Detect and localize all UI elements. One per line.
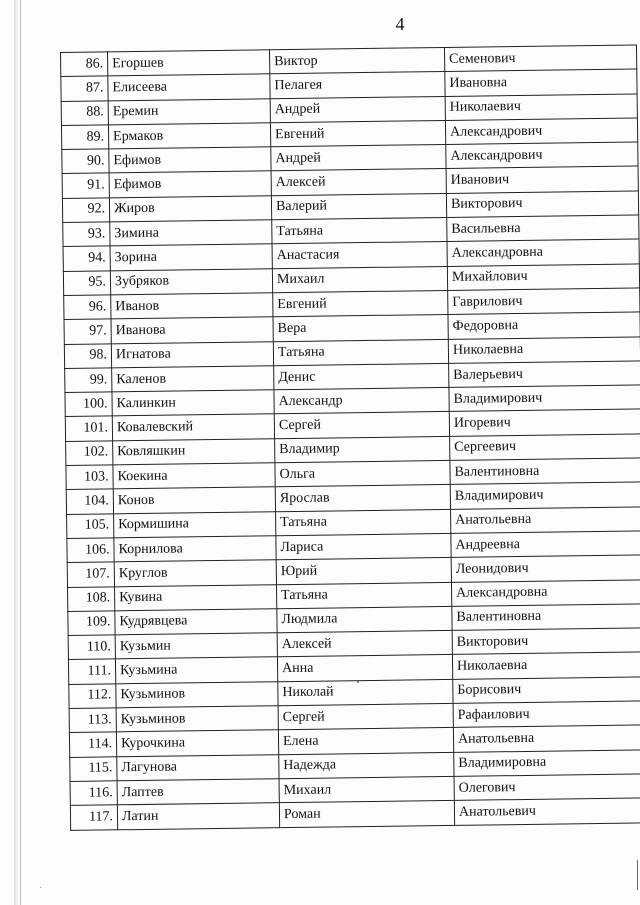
patronymic-cell: Валентиновна (452, 604, 640, 631)
first-name-cell: Анастасия (272, 242, 447, 269)
row-number: 95. (63, 271, 110, 296)
patronymic-cell: Николаевна (448, 336, 640, 363)
row-number: 88. (61, 100, 108, 125)
row-number: 91. (62, 173, 109, 198)
patronymic-cell: Владимирович (450, 482, 640, 509)
roster-table-body (61, 45, 640, 830)
patronymic-cell: Леонидович (451, 555, 640, 582)
patronymic-cell: Федоровна (448, 312, 640, 339)
patronymic-cell: Александрович (446, 142, 638, 169)
last-name-cell: Ермаков (108, 123, 270, 149)
last-name-cell: Игнатова (111, 341, 273, 367)
row-number: 106. (67, 538, 114, 563)
row-number: 87. (61, 76, 108, 101)
last-name-cell: Ефимов (109, 147, 271, 173)
last-name-cell: Кузьминов (116, 681, 278, 707)
row-number: 92. (62, 198, 109, 223)
patronymic-cell: Иванович (446, 166, 638, 193)
patronymic-cell: Васильевна (447, 215, 639, 242)
row-number: 116. (70, 781, 117, 806)
first-name-cell: Андрей (271, 145, 446, 172)
patronymic-cell: Александровна (447, 239, 639, 266)
patronymic-cell: Борисович (453, 677, 640, 704)
last-name-cell: Еремин (108, 98, 270, 124)
row-number: 100. (65, 392, 112, 417)
row-number: 110. (68, 635, 115, 660)
first-name-cell: Татьяна (273, 339, 448, 366)
roster-table (60, 44, 640, 830)
last-name-cell: Лаптев (117, 779, 279, 805)
first-name-cell: Валерий (271, 193, 446, 220)
first-name-cell: Денис (274, 363, 449, 390)
patronymic-cell: Валерьевич (449, 361, 640, 388)
first-name-cell: Татьяна (276, 509, 451, 536)
last-name-cell: Жиров (109, 196, 271, 222)
last-name-cell: Елисеева (108, 74, 270, 100)
patronymic-cell: Семенович (444, 45, 636, 72)
scan-edge-mark (637, 860, 638, 890)
row-number: 105. (67, 513, 114, 538)
first-name-cell: Ольга (275, 460, 450, 487)
last-name-cell: Ефимов (109, 171, 271, 197)
row-number: 86. (61, 52, 108, 77)
row-number: 94. (63, 246, 110, 271)
scan-speck (40, 887, 41, 888)
row-number: 98. (64, 343, 111, 368)
last-name-cell: Кормишина (114, 511, 276, 537)
first-name-cell: Людмила (277, 606, 452, 633)
first-name-cell: Евгений (270, 120, 445, 147)
patronymic-cell: Михайлович (447, 264, 639, 291)
scan-edge-line (20, 0, 21, 905)
row-number: 111. (68, 659, 115, 684)
first-name-cell: Михаил (279, 776, 454, 803)
row-number: 90. (62, 149, 109, 174)
last-name-cell: Латин (117, 803, 279, 829)
row-number: 114. (69, 732, 116, 757)
last-name-cell: Конов (113, 487, 275, 513)
patronymic-cell: Сергеевич (450, 434, 640, 461)
first-name-cell: Надежда (279, 752, 454, 779)
last-name-cell: Ковляшкин (113, 438, 275, 464)
row-number: 115. (70, 756, 117, 781)
row-number: 89. (61, 125, 108, 150)
first-name-cell: Татьяна (272, 218, 447, 245)
last-name-cell: Курочкина (116, 730, 278, 756)
page-number: 4 (395, 14, 405, 34)
patronymic-cell: Викторович (446, 191, 638, 218)
first-name-cell: Сергей (274, 412, 449, 439)
first-name-cell: Михаил (272, 266, 447, 293)
last-name-cell: Иванова (111, 317, 273, 343)
patronymic-cell: Андреевна (451, 531, 640, 558)
last-name-cell: Кузьминов (116, 706, 278, 732)
patronymic-cell: Ивановна (445, 69, 637, 96)
scan-speck (357, 681, 359, 683)
last-name-cell: Каленов (112, 366, 274, 392)
first-name-cell: Пелагея (270, 72, 445, 99)
last-name-cell: Кувина (114, 584, 276, 610)
last-name-cell: Лагунова (117, 754, 279, 780)
row-number: 93. (63, 222, 110, 247)
last-name-cell: Кудрявцева (115, 609, 277, 635)
patronymic-cell: Гаврилович (448, 288, 640, 315)
patronymic-cell: Александровна (451, 579, 640, 606)
first-name-cell: Лариса (276, 533, 451, 560)
row-number: 103. (66, 465, 113, 490)
row-number: 107. (67, 562, 114, 587)
patronymic-cell: Николаевна (452, 652, 640, 679)
patronymic-cell: Викторович (452, 628, 640, 655)
patronymic-cell: Олегович (454, 774, 640, 801)
patronymic-cell: Анатольевна (451, 507, 640, 534)
patronymic-cell: Игоревич (449, 409, 640, 436)
first-name-cell: Алексей (277, 631, 452, 658)
row-number: 112. (69, 684, 116, 709)
first-name-cell: Алексей (271, 169, 446, 196)
last-name-cell: Зимина (110, 220, 272, 246)
patronymic-cell: Александрович (445, 118, 637, 145)
last-name-cell: Кузьмина (115, 657, 277, 683)
last-name-cell: Иванов (111, 293, 273, 319)
last-name-cell: Ковалевский (112, 414, 274, 440)
last-name-cell: Калинкин (112, 390, 274, 416)
row-number: 108. (68, 586, 115, 611)
patronymic-cell: Валентиновна (450, 458, 640, 485)
row-number: 109. (68, 611, 115, 636)
last-name-cell: Зубряков (110, 268, 272, 294)
first-name-cell: Евгений (273, 290, 448, 317)
patronymic-cell: Владимировна (454, 750, 640, 777)
first-name-cell: Николай (278, 679, 453, 706)
first-name-cell: Александр (274, 388, 449, 415)
row-number: 96. (64, 295, 111, 320)
last-name-cell: Егоршев (108, 50, 270, 76)
last-name-cell: Круглов (114, 560, 276, 586)
first-name-cell: Сергей (278, 703, 453, 730)
first-name-cell: Виктор (269, 47, 444, 74)
last-name-cell: Кузьмин (115, 633, 277, 659)
first-name-cell: Андрей (270, 96, 445, 123)
first-name-cell: Юрий (276, 558, 451, 585)
row-number: 113. (69, 708, 116, 733)
patronymic-cell: Анатольевна (453, 725, 640, 752)
last-name-cell: Зорина (110, 244, 272, 270)
first-name-cell: Вера (273, 315, 448, 342)
row-number: 117. (70, 805, 117, 830)
patronymic-cell: Владимирович (449, 385, 640, 412)
patronymic-cell: Николаевич (445, 94, 637, 121)
roster-table-wrapper (60, 45, 610, 831)
row-number: 102. (66, 441, 113, 466)
row-number: 97. (64, 319, 111, 344)
first-name-cell: Татьяна (276, 582, 451, 609)
row-number: 99. (65, 368, 112, 393)
first-name-cell: Владимир (275, 436, 450, 463)
first-name-cell: Роман (279, 801, 454, 828)
first-name-cell: Елена (278, 728, 453, 755)
first-name-cell: Ярослав (275, 485, 450, 512)
last-name-cell: Коекина (113, 463, 275, 489)
first-name-cell: Анна (277, 655, 452, 682)
patronymic-cell: Анатольевич (454, 798, 640, 825)
patronymic-cell: Рафаилович (453, 701, 640, 728)
last-name-cell: Корнилова (114, 536, 276, 562)
row-number: 104. (66, 489, 113, 514)
row-number: 101. (65, 416, 112, 441)
